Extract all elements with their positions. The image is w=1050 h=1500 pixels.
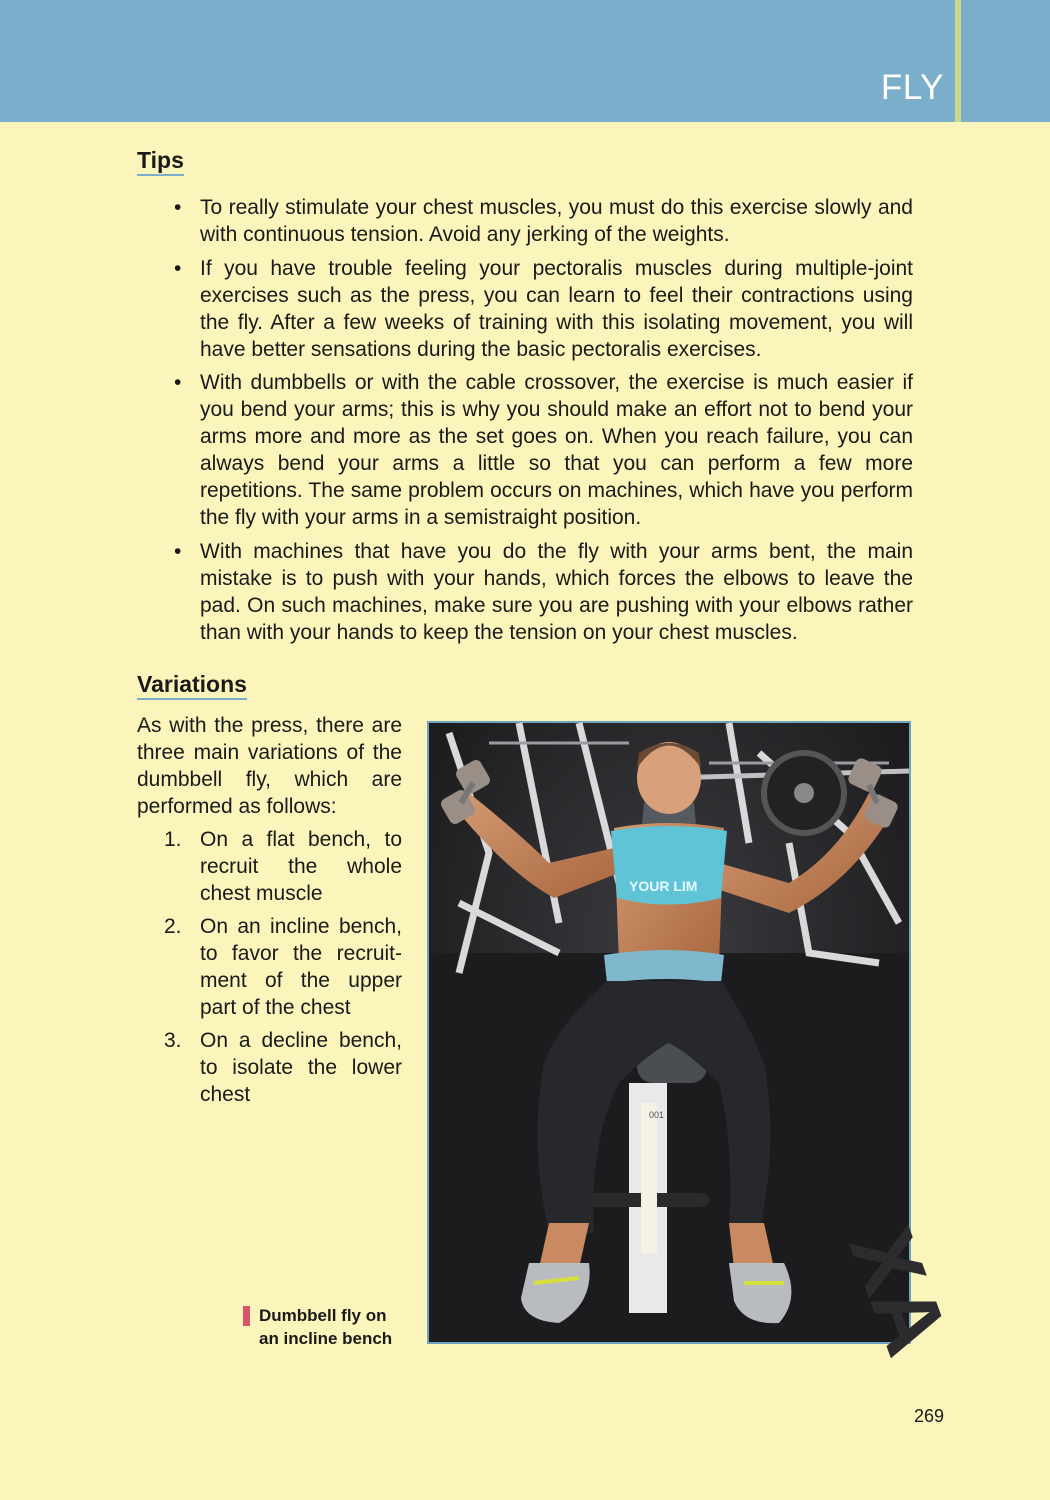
tip-text: If you have trouble feeling your pectoralis muscles during multiple-joint exercises such as the press, you can learn to feel their contractions using the fly. After a few weeks of training with this isolating movement, you will have better sensations during the basic pectoralis exercises. bbox=[200, 256, 913, 361]
tip-text: To really stimulate your chest muscles, you must do this exercise slowly and with continuous tension. Avoid any jerking of the weights. bbox=[200, 196, 913, 246]
caption-line-1: Dumbbell fly on bbox=[259, 1306, 387, 1325]
variation-item bbox=[164, 913, 402, 1021]
variations-heading: Variations bbox=[137, 671, 247, 700]
bullet-icon: • bbox=[174, 539, 182, 563]
tips-list bbox=[168, 194, 913, 652]
dumbbell-fly-illustration bbox=[429, 723, 967, 1368]
page-number: 269 bbox=[913, 1406, 944, 1426]
variations-intro: As with the press, there are three main variations of the dumbbell fly, which are performed as follows: bbox=[137, 714, 402, 818]
variation-text: On an incline bench, to favor the recruit-ment of the upper part of the chest bbox=[200, 915, 402, 1019]
variation-text: On a flat bench, to recruit the whole chest muscle bbox=[200, 828, 402, 905]
caption-line-2: an incline bench bbox=[259, 1329, 393, 1348]
variation-text: On a decline bench, to isolate the lower chest bbox=[200, 1029, 402, 1106]
bench-label: 001 bbox=[649, 1110, 665, 1120]
sports-top-text: YOUR LIM bbox=[629, 878, 698, 894]
tip-text: With machines that have you do the fly with your arms bent, the main mistake is to push with your hands, which forces the elbows to leave the pad. On such machines, make sure you are pushing with your elbows rather than with your hands to keep the tension on your chest muscles. bbox=[200, 539, 913, 644]
caption-marker bbox=[243, 1306, 250, 1326]
tip-item bbox=[168, 538, 913, 646]
bullet-icon: • bbox=[174, 256, 182, 280]
tip-item bbox=[168, 194, 913, 248]
header-accent-rule bbox=[955, 0, 961, 122]
variation-item bbox=[164, 826, 402, 907]
exercise-photo bbox=[427, 721, 967, 1368]
svg-text:XA: XA bbox=[830, 1215, 967, 1368]
tip-item bbox=[168, 369, 913, 531]
tip-item bbox=[168, 255, 913, 363]
variation-item bbox=[164, 1027, 402, 1108]
tip-text: With dumbbells or with the cable crossover, the exercise is much easier if you bend your arms; this is why you should make an effort not to bend your arms more and more as the set goes on. When you reach failure, you can always bend your arms a little so that you can perform a few more repetitions. The same problem occurs on machines, which have you perform the fly with your arms in a semistraight position. bbox=[200, 371, 913, 529]
bullet-icon: • bbox=[174, 371, 182, 394]
variation-number: 2. bbox=[164, 915, 182, 938]
bullet-icon: • bbox=[174, 196, 182, 219]
variation-number: 1. bbox=[164, 828, 182, 851]
page-header-band bbox=[0, 0, 1050, 122]
variation-number: 3. bbox=[164, 1029, 182, 1052]
variation-list bbox=[164, 826, 402, 1114]
photo-caption bbox=[243, 1304, 403, 1350]
tips-heading: Tips bbox=[137, 147, 184, 176]
chapter-title: FLY bbox=[880, 68, 944, 107]
